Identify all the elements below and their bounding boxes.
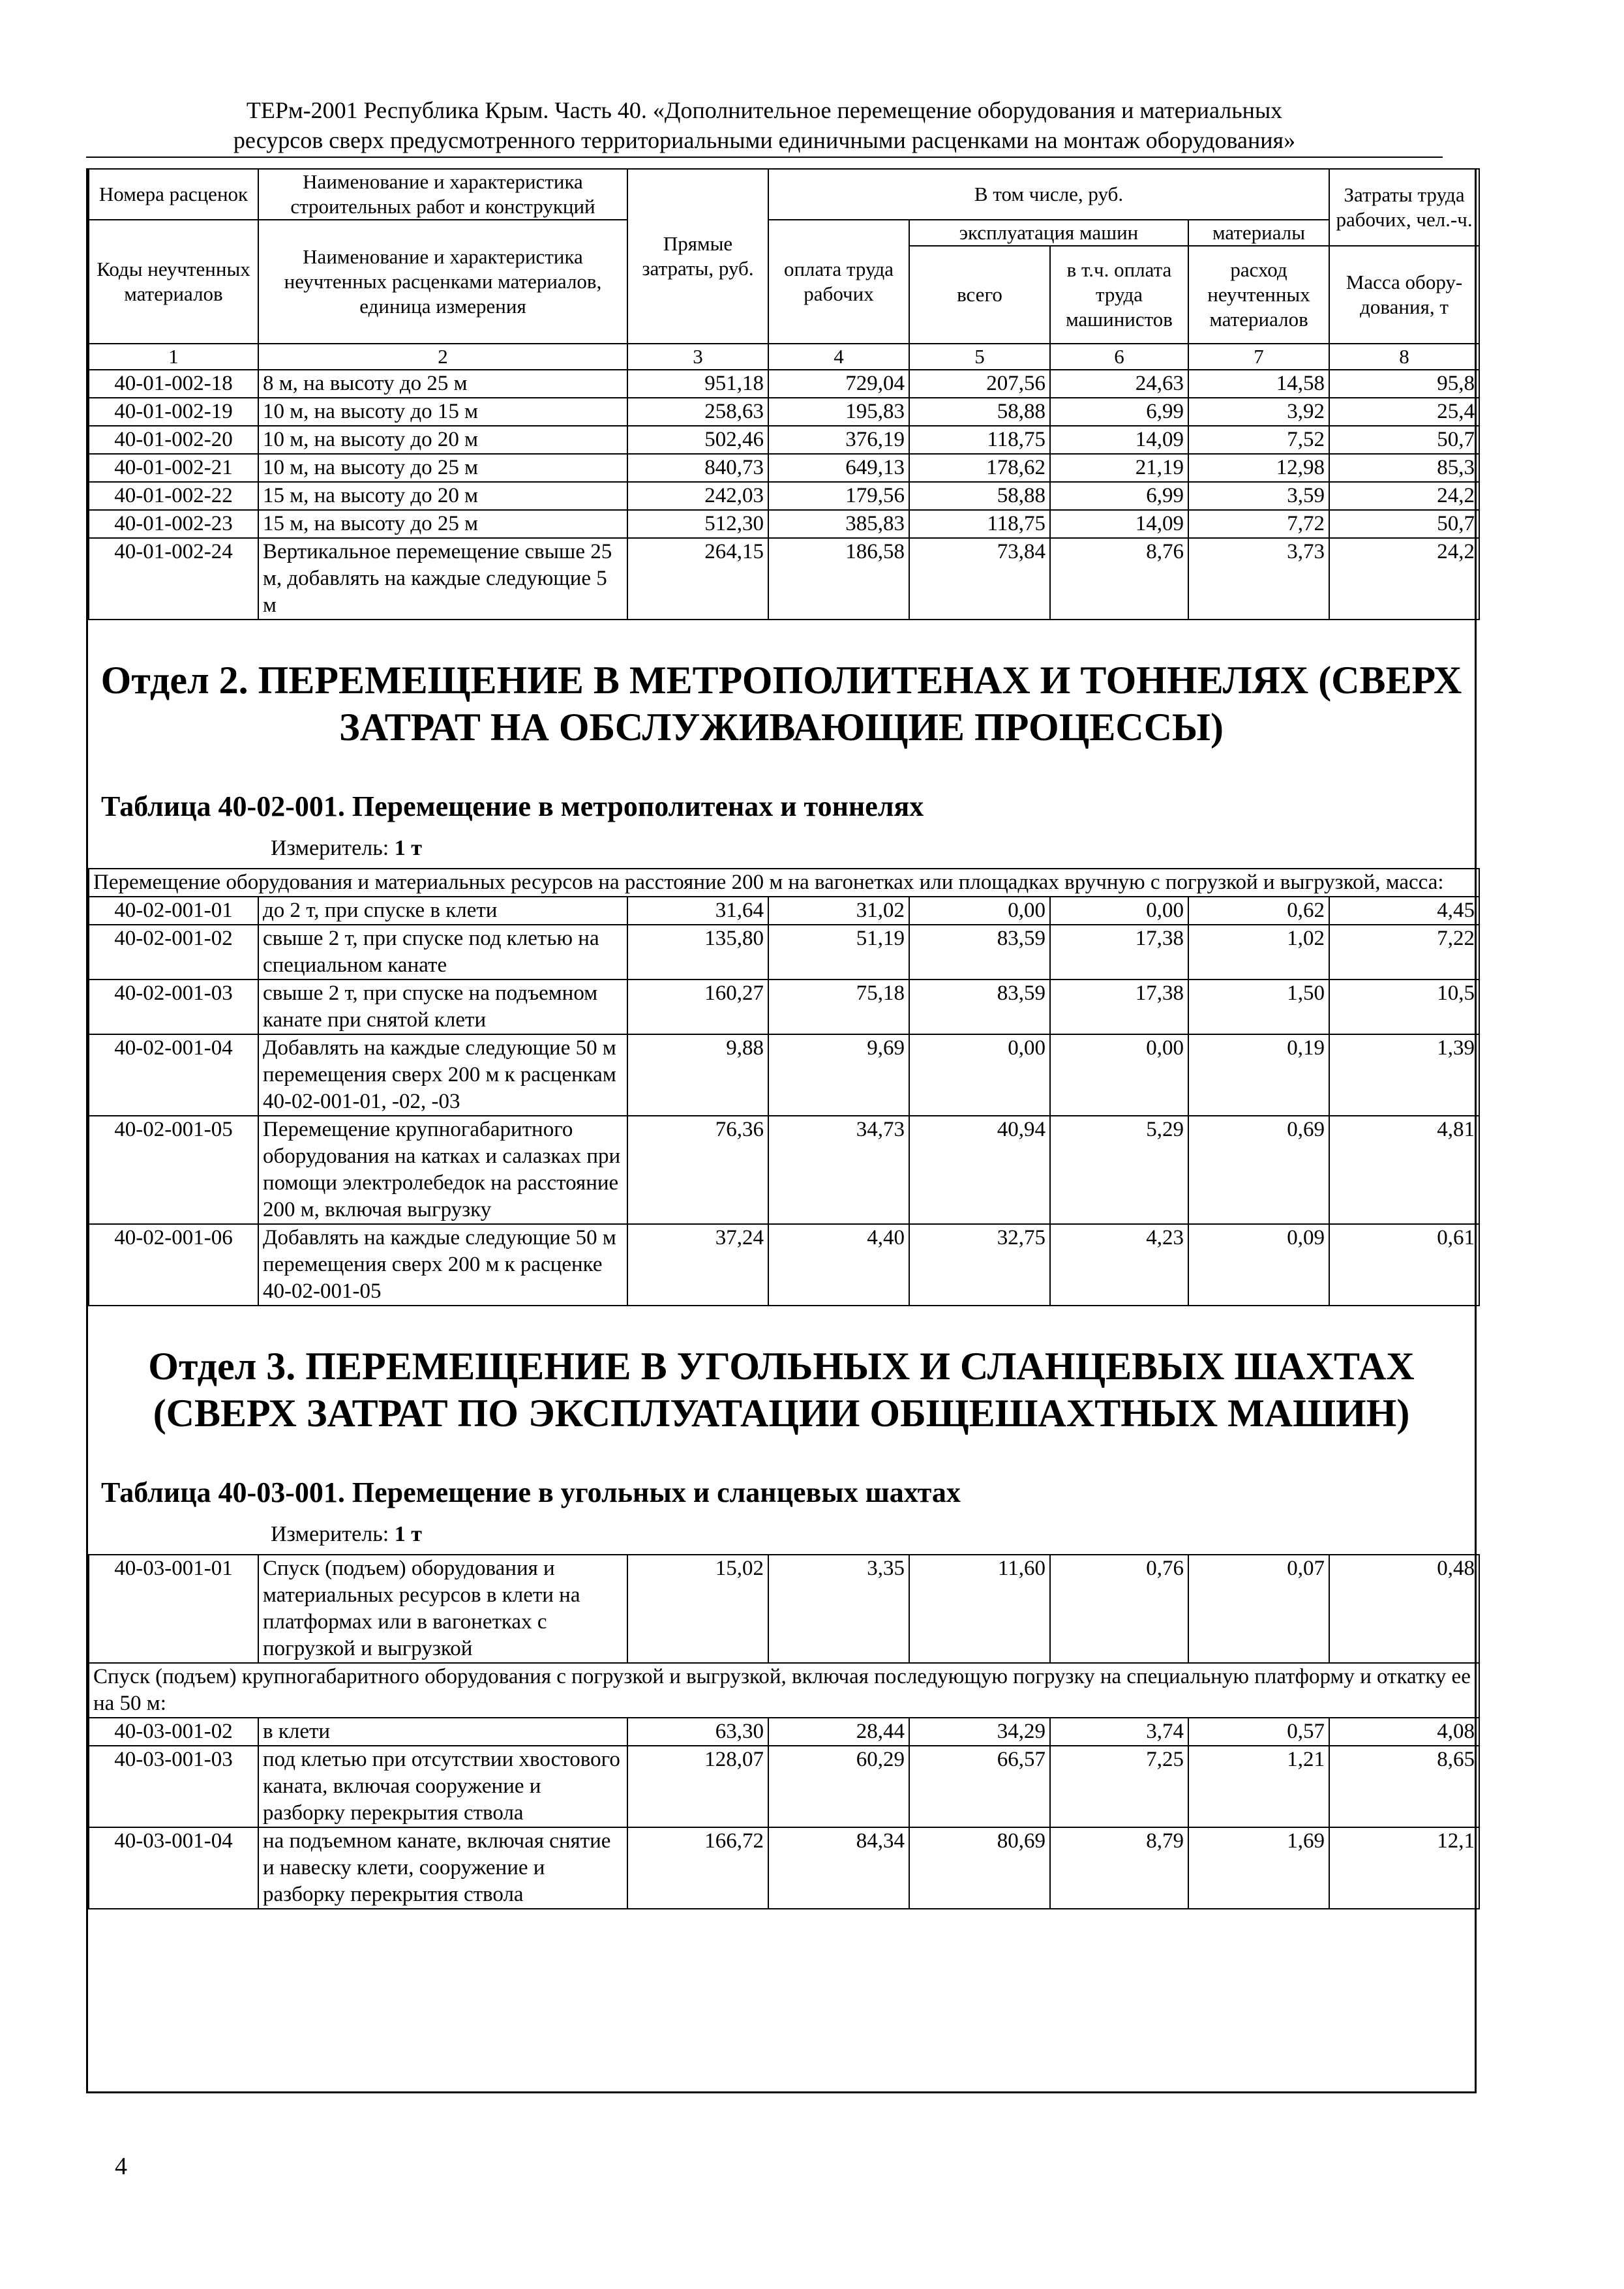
col-num: 5 — [909, 344, 1050, 370]
rate-name: 8 м, на высоту до 25 м — [258, 370, 627, 398]
col-num: 6 — [1050, 344, 1188, 370]
rate-name: Вертикальное перемещение свыше 25 м, добавлять на каждые следующие 5 м — [258, 538, 627, 620]
materials: 7,52 — [1188, 426, 1329, 454]
rates-table-section-1 — [88, 168, 1480, 620]
machinist-pay: 0,00 — [1050, 897, 1188, 925]
rate-code: 40-02-001-06 — [89, 1224, 258, 1306]
worker-pay: 3,35 — [768, 1555, 909, 1663]
table-row — [89, 426, 1479, 454]
worker-pay: 84,34 — [768, 1827, 909, 1909]
unit-value: 1 т — [394, 836, 422, 860]
table-row — [89, 1116, 1479, 1224]
rate-code: 40-03-001-03 — [89, 1746, 258, 1827]
direct-costs: 63,30 — [627, 1718, 768, 1746]
materials: 3,92 — [1188, 398, 1329, 426]
direct-costs: 840,73 — [627, 454, 768, 482]
machines-total: 80,69 — [909, 1827, 1050, 1909]
worker-pay: 75,18 — [768, 980, 909, 1034]
rate-name: под клетью при отсутствии хвостового каната, включая сооружение и разборку перекрытия ствола — [258, 1746, 627, 1827]
header-line-2: ресурсов сверх предусмотренного территориальными единичными расценками на монтаж оборудования» — [86, 125, 1443, 158]
machinist-pay: 24,63 — [1050, 370, 1188, 398]
materials: 0,09 — [1188, 1224, 1329, 1306]
materials: 0,62 — [1188, 897, 1329, 925]
materials: 0,69 — [1188, 1116, 1329, 1224]
rate-name: в клети — [258, 1718, 627, 1746]
table-row — [89, 482, 1479, 510]
rate-name: до 2 т, при спуске в клети — [258, 897, 627, 925]
rate-code: 40-01-002-18 — [89, 370, 258, 398]
materials: 14,58 — [1188, 370, 1329, 398]
materials: 0,19 — [1188, 1034, 1329, 1116]
labor-hours: 24,2 — [1329, 482, 1479, 510]
rate-name: свыше 2 т, при спуске под клетью на специальном канате — [258, 925, 627, 980]
machines-total: 58,88 — [909, 398, 1050, 426]
rates-table-section-3 — [88, 1554, 1480, 1909]
machines-total: 118,75 — [909, 510, 1050, 538]
labor-hours: 24,2 — [1329, 538, 1479, 620]
materials: 0,07 — [1188, 1555, 1329, 1663]
rate-code: 40-02-001-02 — [89, 925, 258, 980]
unit-line — [271, 1520, 1475, 1549]
col-head-v-t-ch: в т.ч. оплата труда машинистов — [1050, 246, 1188, 344]
rate-code: 40-03-001-02 — [89, 1718, 258, 1746]
machinist-pay: 7,25 — [1050, 1746, 1188, 1827]
rate-code: 40-01-002-23 — [89, 510, 258, 538]
machinist-pay: 5,29 — [1050, 1116, 1188, 1224]
col-head-massa: Масса обору-дования, т — [1329, 246, 1479, 344]
section-1-rows — [89, 370, 1479, 620]
rate-code: 40-02-001-01 — [89, 897, 258, 925]
machines-total: 0,00 — [909, 1034, 1050, 1116]
machines-total: 34,29 — [909, 1718, 1050, 1746]
worker-pay: 9,69 — [768, 1034, 909, 1116]
rate-name: свыше 2 т, при спуске на подъемном канате при снятой клети — [258, 980, 627, 1034]
rate-code: 40-02-001-04 — [89, 1034, 258, 1116]
page-number: 4 — [115, 2153, 127, 2180]
rate-name: Спуск (подъем) оборудования и материальных ресурсов в клети на платформах или в вагонетках с погрузкой и выгрузкой — [258, 1555, 627, 1663]
table-row — [89, 1718, 1479, 1746]
machines-total: 40,94 — [909, 1116, 1050, 1224]
col-head-pryamye: Прямые затраты, руб. — [627, 169, 768, 344]
rate-code: 40-01-002-20 — [89, 426, 258, 454]
machines-total: 11,60 — [909, 1555, 1050, 1663]
worker-pay: 51,19 — [768, 925, 909, 980]
rate-code: 40-01-002-24 — [89, 538, 258, 620]
direct-costs: 135,80 — [627, 925, 768, 980]
rates-table-section-2 — [88, 868, 1480, 1306]
machinist-pay: 8,76 — [1050, 538, 1188, 620]
table-header — [89, 169, 1479, 370]
rate-name: 15 м, на высоту до 25 м — [258, 510, 627, 538]
materials: 1,69 — [1188, 1827, 1329, 1909]
machinist-pay: 8,79 — [1050, 1827, 1188, 1909]
table-40-02-001-title: Таблица 40-02-001. Перемещение в метрополитенах и тоннелях — [101, 790, 924, 822]
rate-code: 40-03-001-04 — [89, 1827, 258, 1909]
labor-hours: 12,1 — [1329, 1827, 1479, 1909]
table-row — [89, 925, 1479, 980]
rate-code: 40-01-002-22 — [89, 482, 258, 510]
unit-value: 1 т — [394, 1522, 422, 1546]
section-2-title: Отдел 2. ПЕРЕМЕЩЕНИЕ В МЕТРОПОЛИТЕНАХ И ТОННЕЛЯХ (СВЕРХ ЗАТРАТ НА ОБСЛУЖИВАЮЩИЕ ПРОЦЕССЫ) — [100, 659, 1462, 749]
worker-pay: 179,56 — [768, 482, 909, 510]
header-line-1: ТЕРм-2001 Республика Крым. Часть 40. «Дополнительное перемещение оборудования и материальных — [246, 97, 1283, 123]
machines-total: 32,75 — [909, 1224, 1050, 1306]
labor-hours: 85,3 — [1329, 454, 1479, 482]
machinist-pay: 21,19 — [1050, 454, 1188, 482]
worker-pay: 729,04 — [768, 370, 909, 398]
section-3 — [88, 1343, 1475, 1549]
rate-code: 40-02-001-03 — [89, 980, 258, 1034]
labor-hours: 4,08 — [1329, 1718, 1479, 1746]
worker-pay: 385,83 — [768, 510, 909, 538]
labor-hours: 7,22 — [1329, 925, 1479, 980]
table-row — [89, 1746, 1479, 1827]
materials: 3,59 — [1188, 482, 1329, 510]
direct-costs: 37,24 — [627, 1224, 768, 1306]
direct-costs: 512,30 — [627, 510, 768, 538]
rate-code: 40-02-001-05 — [89, 1116, 258, 1224]
col-head-ekspluatatsiya: эксплуатация машин — [909, 220, 1188, 246]
machinist-pay: 6,99 — [1050, 398, 1188, 426]
labor-hours: 4,45 — [1329, 897, 1479, 925]
table-row — [89, 1224, 1479, 1306]
direct-costs: 160,27 — [627, 980, 768, 1034]
col-num: 1 — [89, 344, 258, 370]
table-row — [89, 1034, 1479, 1116]
labor-hours: 0,61 — [1329, 1224, 1479, 1306]
materials: 1,50 — [1188, 980, 1329, 1034]
machines-total: 83,59 — [909, 980, 1050, 1034]
col-head-naim1: Наименование и характеристика строительных работ и конструкций — [258, 169, 627, 220]
worker-pay: 34,73 — [768, 1116, 909, 1224]
machines-total: 73,84 — [909, 538, 1050, 620]
worker-pay: 4,40 — [768, 1224, 909, 1306]
labor-hours: 8,65 — [1329, 1746, 1479, 1827]
direct-costs: 264,15 — [627, 538, 768, 620]
col-num: 8 — [1329, 344, 1479, 370]
table-row — [89, 510, 1479, 538]
col-head-oplata: оплата труда рабочих — [768, 220, 909, 344]
worker-pay: 649,13 — [768, 454, 909, 482]
col-head-materialy: материалы — [1188, 220, 1329, 246]
machines-total: 66,57 — [909, 1746, 1050, 1827]
section-2-rows — [89, 897, 1479, 1306]
machinist-pay: 6,99 — [1050, 482, 1188, 510]
worker-pay: 376,19 — [768, 426, 909, 454]
col-head-v-tom-chisle: В том числе, руб. — [768, 169, 1329, 220]
unit-label: Измеритель: — [271, 836, 389, 860]
machinist-pay: 0,00 — [1050, 1034, 1188, 1116]
table-row — [89, 398, 1479, 426]
section-2 — [88, 657, 1475, 863]
rate-name: 10 м, на высоту до 25 м — [258, 454, 627, 482]
machinist-pay: 3,74 — [1050, 1718, 1188, 1746]
table-row — [89, 1827, 1479, 1909]
machinist-pay: 14,09 — [1050, 510, 1188, 538]
document-header — [86, 95, 1443, 158]
machines-total: 207,56 — [909, 370, 1050, 398]
table-row — [89, 454, 1479, 482]
labor-hours: 4,81 — [1329, 1116, 1479, 1224]
rate-name: Добавлять на каждые следующие 50 м перемещения сверх 200 м к расценкам 40-02-001-01, -02, -03 — [258, 1034, 627, 1116]
section-3-title: Отдел 3. ПЕРЕМЕЩЕНИЕ В УГОЛЬНЫХ И СЛАНЦЕВЫХ ШАХТАХ (СВЕРХ ЗАТРАТ ПО ЭКСПЛУАТАЦИИ ОБЩЕШАХТНЫХ МАШИН) — [148, 1345, 1415, 1435]
group-caption: Спуск (подъем) крупногабаритного оборудования с погрузкой и выгрузкой, включая последующую погрузку на специальную платформу и откатку ее на 50 м: — [89, 1663, 1479, 1718]
table-row — [89, 1555, 1479, 1663]
page-frame — [86, 168, 1477, 2093]
machines-total: 178,62 — [909, 454, 1050, 482]
rate-code: 40-01-002-21 — [89, 454, 258, 482]
table-row — [89, 897, 1479, 925]
direct-costs: 242,03 — [627, 482, 768, 510]
section-3-rows — [89, 1718, 1479, 1909]
direct-costs: 258,63 — [627, 398, 768, 426]
labor-hours: 50,7 — [1329, 510, 1479, 538]
direct-costs: 9,88 — [627, 1034, 768, 1116]
labor-hours: 95,8 — [1329, 370, 1479, 398]
machines-total: 118,75 — [909, 426, 1050, 454]
machinist-pay: 17,38 — [1050, 925, 1188, 980]
col-head-vsego: всего — [909, 246, 1050, 344]
direct-costs: 128,07 — [627, 1746, 768, 1827]
materials: 12,98 — [1188, 454, 1329, 482]
worker-pay: 186,58 — [768, 538, 909, 620]
rate-code: 40-01-002-19 — [89, 398, 258, 426]
col-head-nomera: Номера расценок — [89, 169, 258, 220]
rate-name: 10 м, на высоту до 20 м — [258, 426, 627, 454]
direct-costs: 31,64 — [627, 897, 768, 925]
rate-code: 40-03-001-01 — [89, 1555, 258, 1663]
table-40-03-001-title: Таблица 40-03-001. Перемещение в угольных и сланцевых шахтах — [101, 1476, 961, 1508]
direct-costs: 15,02 — [627, 1555, 768, 1663]
col-head-naim2: Наименование и характеристика неучтенных расценками материалов, единица измерения — [258, 220, 627, 344]
worker-pay: 28,44 — [768, 1718, 909, 1746]
table-row — [89, 370, 1479, 398]
materials: 1,21 — [1188, 1746, 1329, 1827]
materials: 3,73 — [1188, 538, 1329, 620]
unit-label: Измеритель: — [271, 1522, 389, 1546]
labor-hours: 10,5 — [1329, 980, 1479, 1034]
rate-name: 10 м, на высоту до 15 м — [258, 398, 627, 426]
labor-hours: 1,39 — [1329, 1034, 1479, 1116]
labor-hours: 50,7 — [1329, 426, 1479, 454]
machinist-pay: 17,38 — [1050, 980, 1188, 1034]
machinist-pay: 4,23 — [1050, 1224, 1188, 1306]
col-num: 4 — [768, 344, 909, 370]
materials: 7,72 — [1188, 510, 1329, 538]
materials: 1,02 — [1188, 925, 1329, 980]
worker-pay: 31,02 — [768, 897, 909, 925]
direct-costs: 166,72 — [627, 1827, 768, 1909]
worker-pay: 195,83 — [768, 398, 909, 426]
direct-costs: 502,46 — [627, 426, 768, 454]
direct-costs: 951,18 — [627, 370, 768, 398]
rate-name: 15 м, на высоту до 20 м — [258, 482, 627, 510]
machinist-pay: 0,76 — [1050, 1555, 1188, 1663]
col-head-kody: Коды неучтенных материалов — [89, 220, 258, 344]
materials: 0,57 — [1188, 1718, 1329, 1746]
group-row — [89, 1663, 1479, 1718]
group-caption: Перемещение оборудования и материальных ресурсов на расстояние 200 м на вагонетках или площадках вручную с погрузкой и выгрузкой, масса: — [89, 869, 1479, 897]
rate-name: Добавлять на каждые следующие 50 м перемещения сверх 200 м к расценке 40-02-001-05 — [258, 1224, 627, 1306]
machines-total: 83,59 — [909, 925, 1050, 980]
unit-line — [271, 834, 1475, 863]
rate-name: на подъемном канате, включая снятие и навеску клети, сооружение и разборку перекрытия ствола — [258, 1827, 627, 1909]
col-num: 7 — [1188, 344, 1329, 370]
col-head-raskhod: расход неучтенных материалов — [1188, 246, 1329, 344]
group-row — [89, 869, 1479, 897]
machines-total: 0,00 — [909, 897, 1050, 925]
labor-hours: 0,48 — [1329, 1555, 1479, 1663]
col-num: 2 — [258, 344, 627, 370]
machinist-pay: 14,09 — [1050, 426, 1188, 454]
table-row — [89, 538, 1479, 620]
column-numbers-row — [89, 344, 1479, 370]
machines-total: 58,88 — [909, 482, 1050, 510]
worker-pay: 60,29 — [768, 1746, 909, 1827]
table-row — [89, 980, 1479, 1034]
direct-costs: 76,36 — [627, 1116, 768, 1224]
labor-hours: 25,4 — [1329, 398, 1479, 426]
rate-name: Перемещение крупногабаритного оборудования на катках и салазках при помощи электролебедок на расстояние 200 м, включая выгрузку — [258, 1116, 627, 1224]
col-head-zatraty: Затраты труда рабочих, чел.-ч. — [1329, 169, 1479, 246]
col-num: 3 — [627, 344, 768, 370]
